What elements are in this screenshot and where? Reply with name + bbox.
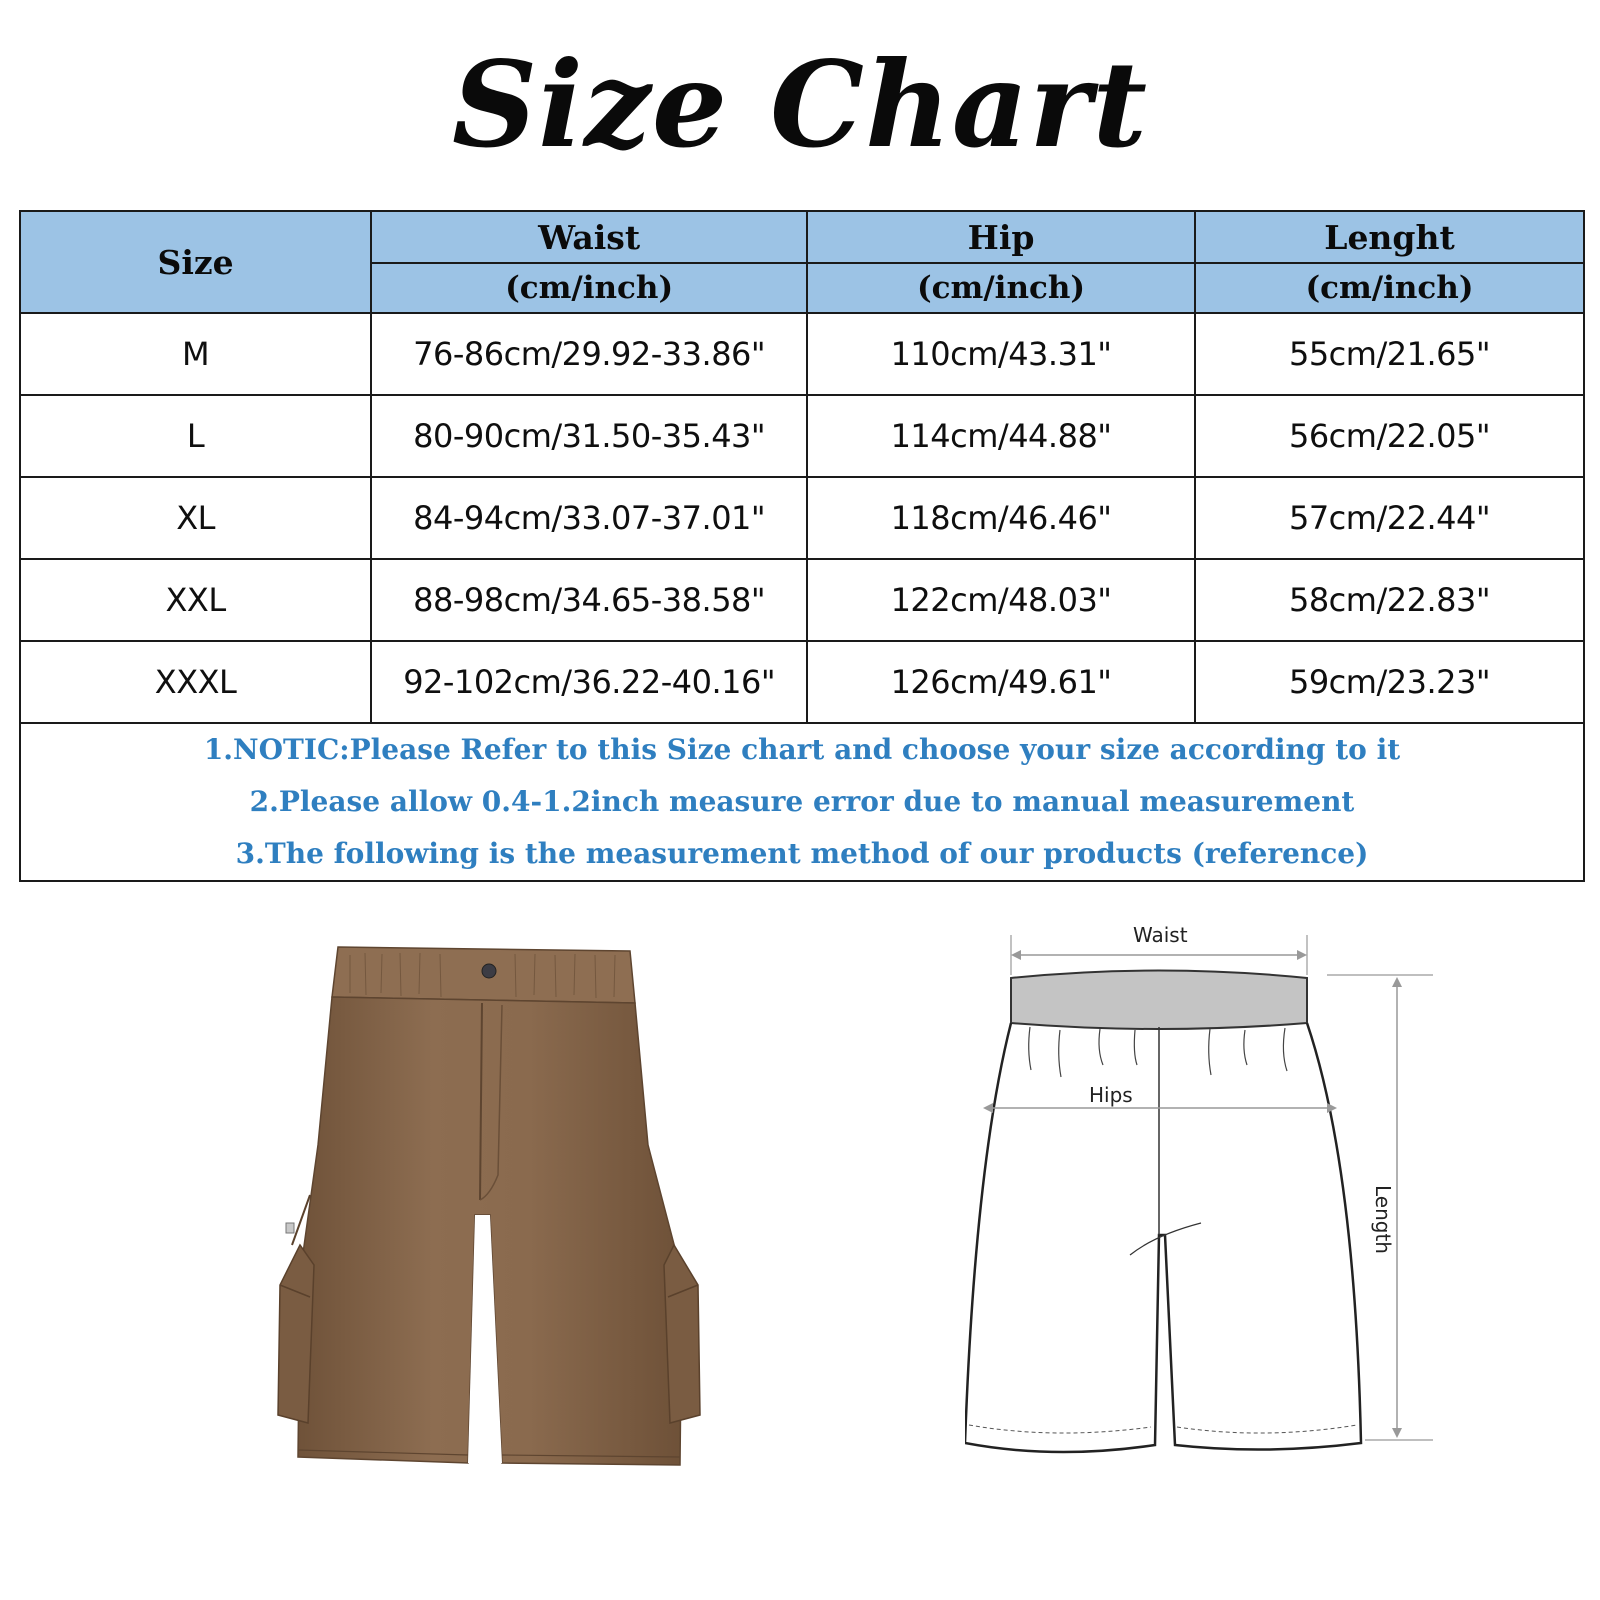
- note-line: 1.NOTIC:Please Refer to this Size chart and choose your size according to it: [203, 733, 1401, 766]
- header-length: Lenght: [1195, 211, 1584, 263]
- cargo-shorts-photo: [270, 945, 710, 1510]
- notes-row: [20, 723, 1584, 881]
- header-length-unit: (cm/inch): [1195, 263, 1584, 313]
- header-hip: Hip: [807, 211, 1195, 263]
- table-row: [20, 395, 1584, 477]
- cell-length: 58cm/22.83": [1195, 559, 1584, 641]
- table-row: [20, 641, 1584, 723]
- cell-waist: 92-102cm/36.22-40.16": [371, 641, 807, 723]
- cell-size: M: [20, 313, 371, 395]
- cell-size: L: [20, 395, 371, 477]
- cell-waist: 88-98cm/34.65-38.58": [371, 559, 807, 641]
- cell-length: 55cm/21.65": [1195, 313, 1584, 395]
- table-row: [20, 313, 1584, 395]
- length-label: Length: [1371, 1185, 1395, 1254]
- header-waist-unit: (cm/inch): [371, 263, 807, 313]
- cell-hip: 118cm/46.46": [807, 477, 1195, 559]
- header-size: Size: [20, 211, 371, 313]
- cell-hip: 122cm/48.03": [807, 559, 1195, 641]
- header-row: [20, 211, 1584, 263]
- waist-label: Waist: [1133, 923, 1188, 947]
- cell-waist: 80-90cm/31.50-35.43": [371, 395, 807, 477]
- page-title: Size Chart: [451, 35, 1149, 174]
- header-waist: Waist: [371, 211, 807, 263]
- cell-hip: 126cm/49.61": [807, 641, 1195, 723]
- cell-size: XXXL: [20, 641, 371, 723]
- table-row: [20, 477, 1584, 559]
- note-line: 3.The following is the measurement method of our products (reference): [235, 837, 1369, 870]
- note-line: 2.Please allow 0.4-1.2inch measure error due to manual measurement: [249, 785, 1355, 818]
- size-table: [19, 210, 1585, 882]
- cell-hip: 114cm/44.88": [807, 395, 1195, 477]
- cell-length: 56cm/22.05": [1195, 395, 1584, 477]
- cell-hip: 110cm/43.31": [807, 313, 1195, 395]
- cell-length: 59cm/23.23": [1195, 641, 1584, 723]
- shorts-measurement-diagram: [965, 923, 1485, 1515]
- cell-length: 57cm/22.44": [1195, 477, 1584, 559]
- table-row: [20, 559, 1584, 641]
- hips-label: Hips: [1089, 1083, 1133, 1107]
- cell-waist: 76-86cm/29.92-33.86": [371, 313, 807, 395]
- notes-cell: [20, 723, 1584, 881]
- cell-waist: 84-94cm/33.07-37.01": [371, 477, 807, 559]
- cell-size: XL: [20, 477, 371, 559]
- header-hip-unit: (cm/inch): [807, 263, 1195, 313]
- cell-size: XXL: [20, 559, 371, 641]
